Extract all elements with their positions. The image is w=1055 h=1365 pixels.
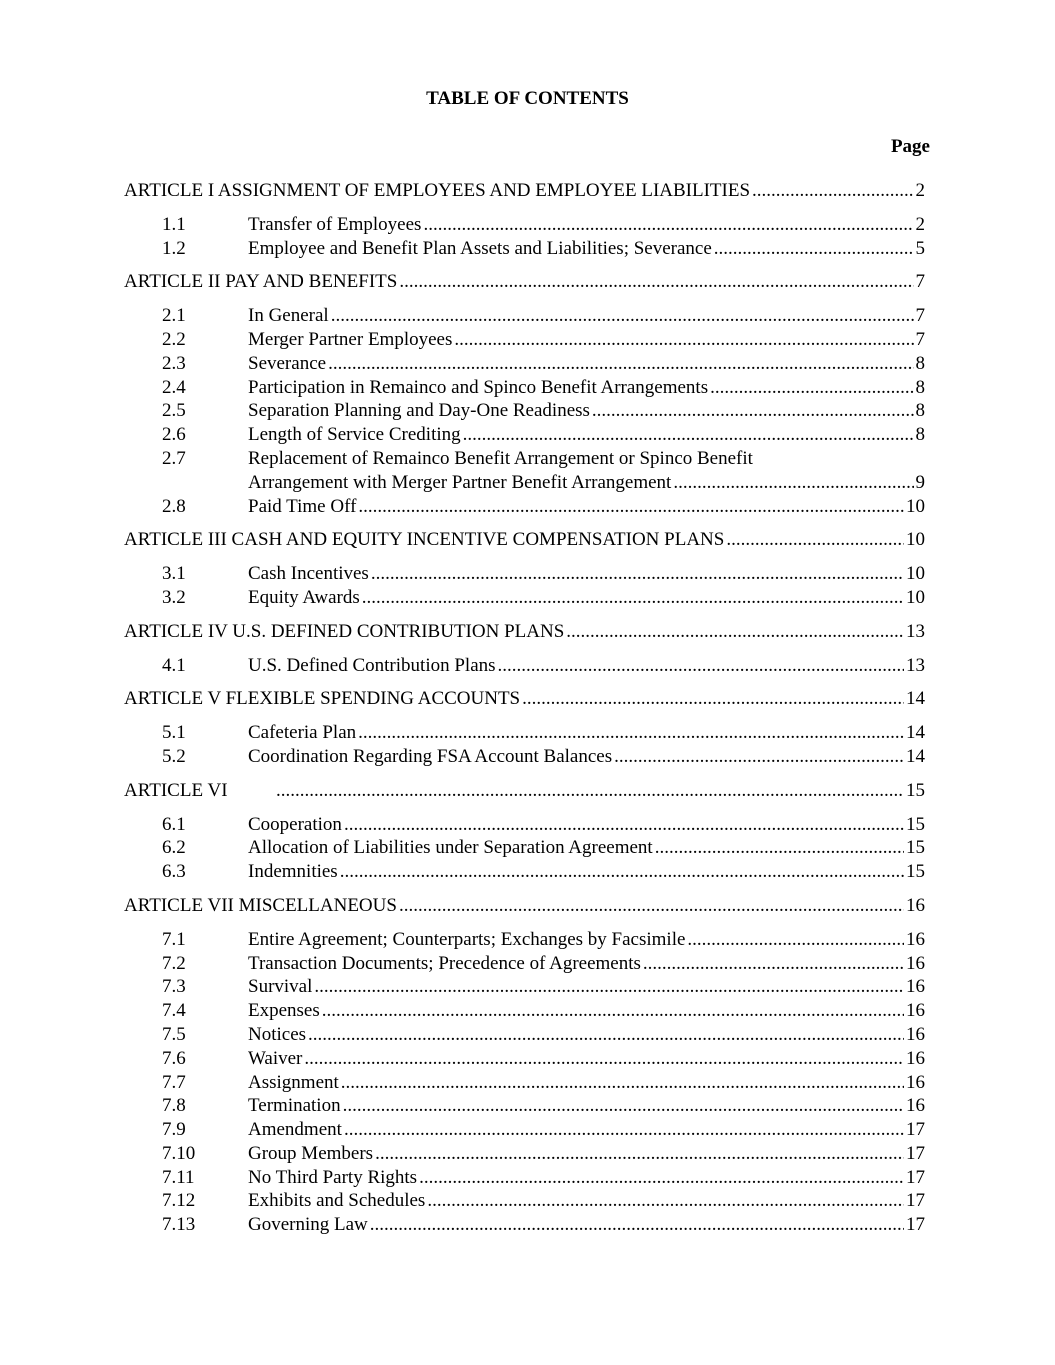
section-page-number: 8 bbox=[915, 352, 925, 374]
section-page-number: 14 bbox=[906, 722, 925, 744]
section-title: Allocation of Liabilities under Separation Agreement bbox=[248, 837, 653, 859]
dot-leader bbox=[276, 779, 904, 803]
section-title: Paid Time Off bbox=[248, 495, 357, 517]
section-number: 7.6 bbox=[162, 1047, 186, 1069]
section-page-number: 10 bbox=[906, 495, 925, 517]
section-page-number: 16 bbox=[906, 1023, 925, 1045]
section-page-number: 10 bbox=[906, 563, 925, 585]
section-page-number: 17 bbox=[906, 1142, 925, 1164]
toc-section-entry[interactable] bbox=[124, 562, 925, 586]
toc-article-entry[interactable] bbox=[124, 687, 925, 711]
section-title: Cash Incentives bbox=[248, 563, 369, 585]
toc-section-entry[interactable] bbox=[124, 376, 925, 400]
toc-section-entry[interactable] bbox=[124, 1189, 925, 1213]
article-number: ARTICLE VI bbox=[124, 779, 228, 801]
dot-leader bbox=[304, 1047, 904, 1071]
toc-section-entry[interactable] bbox=[124, 495, 925, 519]
dot-leader bbox=[331, 304, 914, 328]
dot-leader bbox=[314, 975, 904, 999]
toc-section-entry[interactable] bbox=[124, 1094, 925, 1118]
section-title: Notices bbox=[248, 1023, 307, 1045]
section-title: Cooperation bbox=[248, 813, 342, 835]
toc-section-entry[interactable] bbox=[124, 654, 925, 678]
toc-section-entry[interactable] bbox=[124, 423, 925, 447]
section-number: 7.7 bbox=[162, 1071, 186, 1093]
section-number: 7.13 bbox=[162, 1214, 196, 1236]
section-page-number: 2 bbox=[915, 213, 925, 235]
dot-leader bbox=[710, 376, 913, 400]
section-number: 7.10 bbox=[162, 1142, 196, 1164]
dot-leader bbox=[454, 328, 913, 352]
section-number: 2.5 bbox=[162, 400, 186, 422]
section-page-number: 17 bbox=[906, 1190, 925, 1212]
dot-leader bbox=[752, 179, 913, 203]
table-of-contents bbox=[124, 179, 925, 1237]
section-number: 5.1 bbox=[162, 722, 186, 744]
section-number: 7.5 bbox=[162, 1023, 186, 1045]
section-number: 6.1 bbox=[162, 813, 186, 835]
section-number: 7.4 bbox=[162, 1000, 186, 1022]
section-page-number: 15 bbox=[906, 861, 925, 883]
section-page-number: 14 bbox=[906, 745, 925, 767]
dot-leader bbox=[566, 620, 904, 644]
dot-leader bbox=[726, 528, 904, 552]
section-title: Governing Law bbox=[248, 1214, 368, 1236]
toc-section-entry[interactable] bbox=[124, 1142, 925, 1166]
section-title: Exhibits and Schedules bbox=[248, 1190, 426, 1212]
section-title: Participation in Remainco and Spinco Benefit Arrangements bbox=[248, 376, 709, 398]
toc-section-entry[interactable] bbox=[124, 399, 925, 423]
article-page-number: 2 bbox=[915, 180, 925, 201]
toc-section-entry[interactable] bbox=[124, 813, 925, 837]
toc-section-entry[interactable] bbox=[124, 975, 925, 999]
section-title: In General bbox=[248, 305, 329, 327]
toc-section-entry[interactable] bbox=[124, 999, 925, 1023]
article-title: ARTICLE VII MISCELLANEOUS bbox=[124, 894, 397, 916]
section-title: Assignment bbox=[248, 1071, 339, 1093]
section-title: Replacement of Remainco Benefit Arrangement or Spinco Benefit bbox=[248, 447, 753, 469]
section-page-number: 8 bbox=[915, 400, 925, 422]
section-number: 7.8 bbox=[162, 1095, 186, 1117]
section-page-number: 17 bbox=[906, 1214, 925, 1236]
section-title: Employee and Benefit Plan Assets and Liabilities; Severance bbox=[248, 237, 712, 259]
section-title: U.S. Defined Contribution Plans bbox=[248, 654, 496, 676]
section-number: 7.1 bbox=[162, 928, 186, 950]
toc-section-entry[interactable] bbox=[124, 928, 925, 952]
section-title: Waiver bbox=[248, 1047, 303, 1069]
article-title: ARTICLE I ASSIGNMENT OF EMPLOYEES AND EMPLOYEE LIABILITIES bbox=[124, 180, 751, 201]
article-page-number: 13 bbox=[906, 620, 925, 642]
section-title: Expenses bbox=[248, 1000, 320, 1022]
dot-leader bbox=[371, 562, 904, 586]
section-page-number: 5 bbox=[915, 237, 925, 259]
section-number: 3.2 bbox=[162, 586, 186, 608]
dot-leader bbox=[655, 836, 904, 860]
toc-article-entry[interactable] bbox=[124, 270, 925, 294]
toc-article-entry[interactable] bbox=[124, 894, 925, 918]
section-page-number: 16 bbox=[906, 928, 925, 950]
article-page-number: 14 bbox=[906, 688, 925, 710]
section-page-number: 16 bbox=[906, 1047, 925, 1069]
toc-section-entry[interactable] bbox=[124, 304, 925, 328]
section-page-number: 15 bbox=[906, 813, 925, 835]
section-title: Amendment bbox=[248, 1119, 342, 1141]
dot-leader bbox=[375, 1142, 904, 1166]
toc-section-entry[interactable] bbox=[124, 328, 925, 352]
toc-section-entry[interactable] bbox=[124, 586, 925, 610]
section-page-number: 7 bbox=[915, 305, 925, 327]
article-title: ARTICLE III CASH AND EQUITY INCENTIVE COMPENSATION PLANS bbox=[124, 529, 725, 551]
section-number: 2.1 bbox=[162, 305, 186, 327]
section-number: 7.2 bbox=[162, 952, 186, 974]
dot-leader bbox=[498, 654, 904, 678]
toc-article-entry[interactable] bbox=[124, 620, 925, 644]
section-title: Length of Service Crediting bbox=[248, 424, 461, 446]
toc-section-entry[interactable] bbox=[124, 213, 925, 237]
section-title: Transfer of Employees bbox=[248, 213, 422, 235]
section-title-continued: Arrangement with Merger Partner Benefit Arrangement bbox=[248, 471, 672, 493]
section-number: 5.2 bbox=[162, 745, 186, 767]
article-page-number: 7 bbox=[915, 271, 925, 293]
section-number: 2.7 bbox=[162, 447, 186, 469]
dot-leader bbox=[343, 1094, 904, 1118]
section-page-number: 7 bbox=[915, 328, 925, 350]
section-title: Equity Awards bbox=[248, 586, 360, 608]
section-page-number: 16 bbox=[906, 952, 925, 974]
section-title: Group Members bbox=[248, 1142, 374, 1164]
section-title: No Third Party Rights bbox=[248, 1166, 418, 1188]
dot-leader bbox=[714, 237, 914, 261]
dot-leader bbox=[687, 928, 904, 952]
dot-leader bbox=[427, 1189, 904, 1213]
article-page-number: 15 bbox=[906, 779, 925, 801]
section-number: 2.3 bbox=[162, 352, 186, 374]
dot-leader bbox=[463, 423, 914, 447]
article-page-number: 10 bbox=[906, 529, 925, 551]
toc-section-entry[interactable] bbox=[124, 836, 925, 860]
article-title: ARTICLE IV U.S. DEFINED CONTRIBUTION PLANS bbox=[124, 620, 565, 642]
dot-leader bbox=[423, 213, 913, 237]
section-page-number: 8 bbox=[915, 376, 925, 398]
article-title: ARTICLE II PAY AND BENEFITS bbox=[124, 271, 398, 293]
dot-leader bbox=[419, 1166, 904, 1190]
dot-leader bbox=[522, 687, 904, 711]
dot-leader bbox=[308, 1023, 904, 1047]
dot-leader bbox=[358, 495, 904, 519]
section-page-number: 16 bbox=[906, 1000, 925, 1022]
section-number: 7.9 bbox=[162, 1119, 186, 1141]
dot-leader bbox=[358, 721, 904, 745]
section-title: Entire Agreement; Counterparts; Exchanges by Facsimile bbox=[248, 928, 686, 950]
toc-section-entry[interactable] bbox=[124, 1213, 925, 1237]
section-title: Severance bbox=[248, 352, 327, 374]
dot-leader bbox=[322, 999, 904, 1023]
section-page-number: 15 bbox=[906, 837, 925, 859]
section-page-number: 13 bbox=[906, 654, 925, 676]
section-number: 6.3 bbox=[162, 861, 186, 883]
toc-section-entry[interactable] bbox=[124, 1166, 925, 1190]
toc-article-entry[interactable] bbox=[124, 179, 925, 203]
page-column-header: Page bbox=[890, 136, 930, 157]
dot-leader bbox=[362, 586, 904, 610]
toc-article-entry[interactable] bbox=[124, 528, 925, 552]
toc-section-entry[interactable] bbox=[124, 1118, 925, 1142]
section-number: 2.6 bbox=[162, 424, 186, 446]
section-page-number: 10 bbox=[906, 586, 925, 608]
dot-leader bbox=[399, 270, 913, 294]
section-page-number: 16 bbox=[906, 1071, 925, 1093]
toc-section-entry[interactable] bbox=[124, 1071, 925, 1095]
section-title: Survival bbox=[248, 976, 313, 998]
section-title: Merger Partner Employees bbox=[248, 328, 453, 350]
toc-section-entry[interactable] bbox=[124, 952, 925, 976]
section-title: Coordination Regarding FSA Account Balances bbox=[248, 745, 613, 767]
article-page-number: 16 bbox=[906, 894, 925, 916]
dot-leader bbox=[592, 399, 914, 423]
section-number: 6.2 bbox=[162, 837, 186, 859]
toc-article-entry[interactable] bbox=[124, 779, 925, 803]
dot-leader bbox=[643, 952, 904, 976]
section-number: 4.1 bbox=[162, 654, 186, 676]
section-page-number: 17 bbox=[906, 1119, 925, 1141]
toc-section-entry[interactable] bbox=[124, 237, 925, 261]
dot-leader bbox=[344, 813, 904, 837]
section-title: Termination bbox=[248, 1095, 341, 1117]
dot-leader bbox=[344, 1118, 904, 1142]
dot-leader bbox=[614, 745, 904, 769]
section-number: 1.2 bbox=[162, 237, 186, 259]
article-title: ARTICLE V FLEXIBLE SPENDING ACCOUNTS bbox=[124, 688, 521, 710]
toc-section-entry[interactable] bbox=[124, 860, 925, 884]
section-page-number: 9 bbox=[915, 471, 925, 493]
section-title: Indemnities bbox=[248, 861, 338, 883]
dot-leader bbox=[399, 894, 904, 918]
section-number: 3.1 bbox=[162, 563, 186, 585]
section-number: 1.1 bbox=[162, 213, 186, 235]
section-number: 2.2 bbox=[162, 328, 186, 350]
section-page-number: 17 bbox=[906, 1166, 925, 1188]
dot-leader bbox=[340, 860, 904, 884]
toc-section-entry[interactable] bbox=[124, 1047, 925, 1071]
toc-section-entry[interactable] bbox=[124, 1023, 925, 1047]
toc-section-entry[interactable] bbox=[124, 721, 925, 745]
section-page-number: 16 bbox=[906, 1095, 925, 1117]
toc-section-entry[interactable] bbox=[124, 352, 925, 376]
dot-leader bbox=[673, 471, 913, 495]
section-title: Transaction Documents; Precedence of Agreements bbox=[248, 952, 641, 974]
toc-title: TABLE OF CONTENTS bbox=[426, 88, 629, 109]
toc-section-entry[interactable] bbox=[124, 447, 925, 495]
dot-leader bbox=[328, 352, 913, 376]
section-number: 7.3 bbox=[162, 976, 186, 998]
section-title: Separation Planning and Day-One Readiness bbox=[248, 400, 590, 422]
section-number: 2.8 bbox=[162, 495, 186, 517]
toc-section-entry[interactable] bbox=[124, 745, 925, 769]
dot-leader bbox=[341, 1071, 904, 1095]
section-number: 7.12 bbox=[162, 1190, 196, 1212]
section-page-number: 16 bbox=[906, 976, 925, 998]
section-title: Cafeteria Plan bbox=[248, 722, 357, 744]
section-number: 7.11 bbox=[162, 1166, 195, 1188]
section-page-number: 8 bbox=[915, 424, 925, 446]
section-number: 2.4 bbox=[162, 376, 186, 398]
dot-leader bbox=[370, 1213, 904, 1237]
